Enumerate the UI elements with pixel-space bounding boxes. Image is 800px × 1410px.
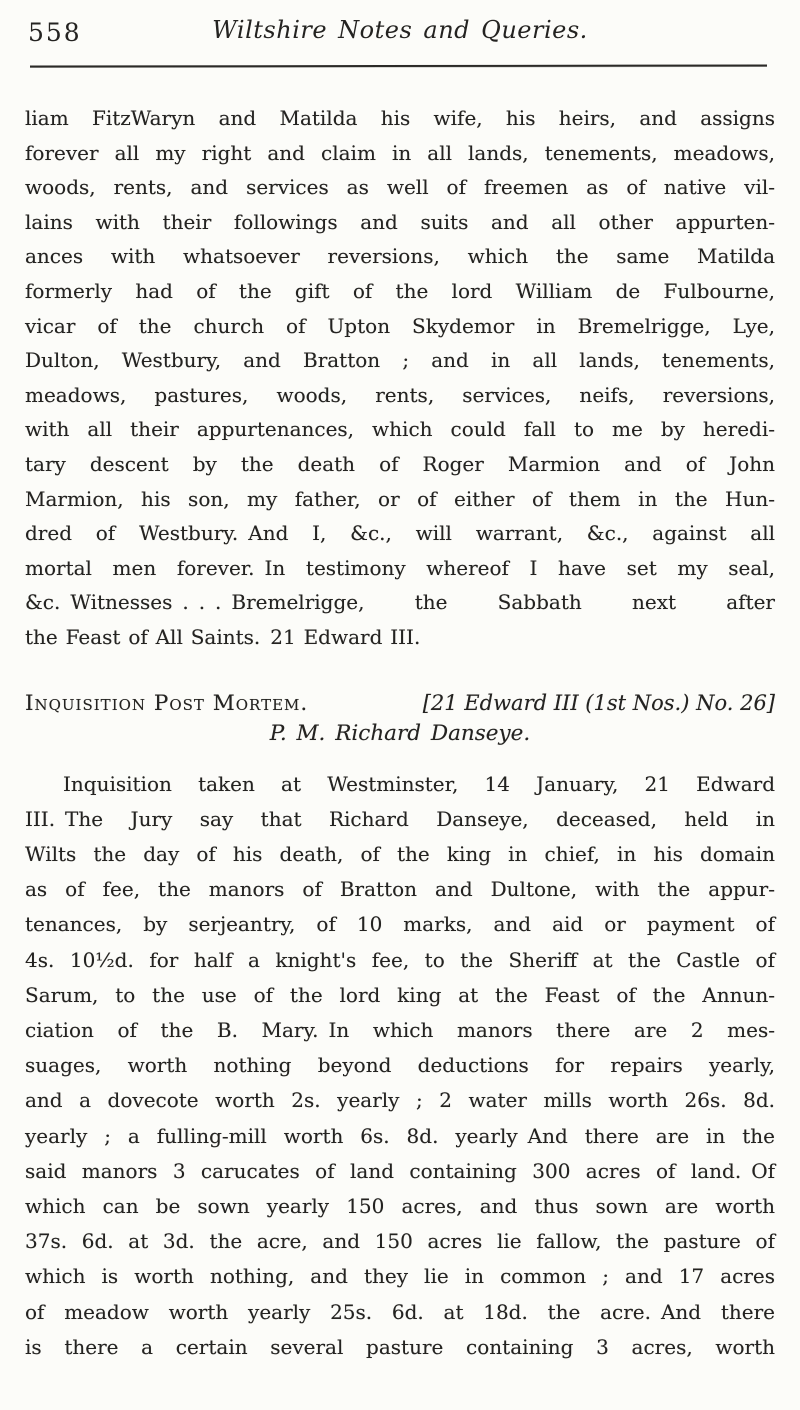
text-line: ances with whatsoever reversions, which the same Matilda bbox=[25, 244, 775, 269]
text-line: 37s. 6d. at 3d. the acre, and 150 acres lie fallow, the pasture of bbox=[25, 1229, 775, 1254]
running-title: Wiltshire Notes and Queries. bbox=[212, 16, 588, 44]
text-line: woods, rents, and services as well of freemen as of native vil- bbox=[25, 175, 775, 200]
page-body bbox=[25, 101, 775, 1365]
text-line: dred of Westbury. And I, &c., will warrant, &c., against all bbox=[25, 521, 775, 546]
text-line: Dulton, Westbury, and Bratton ; and in all lands, tenements, bbox=[25, 348, 775, 373]
text-line: forever all my right and claim in all lands, tenements, meadows, bbox=[25, 140, 775, 165]
text-line: as of fee, the manors of Bratton and Dultone, with the appur- bbox=[25, 877, 775, 902]
text-line: with all their appurtenances, which could fall to me by heredi- bbox=[25, 417, 775, 442]
text-line: ciation of the B. Mary. In which manors there are 2 mes- bbox=[25, 1017, 775, 1042]
text-line: Wilts the day of his death, of the king in chief, in his domain bbox=[25, 841, 775, 866]
text-line: and a dovecote worth 2s. yearly ; 2 water mills worth 26s. 8d. bbox=[25, 1088, 775, 1113]
header-rule bbox=[30, 64, 767, 67]
text-line: yearly ; a fulling-mill worth 6s. 8d. yearly And there are in the bbox=[25, 1123, 775, 1148]
text-line: III. The Jury say that Richard Danseye, deceased, held in bbox=[25, 806, 775, 831]
text-line: liam FitzWaryn and Matilda his wife, his heirs, and assigns bbox=[25, 106, 775, 130]
text-line: Marmion, his son, my father, or of either of them in the Hun- bbox=[25, 486, 775, 511]
text-line: &c. Witnesses . . . Bremelrigge, the Sabbath next after bbox=[25, 590, 775, 615]
paragraph-deed-text bbox=[25, 101, 775, 655]
text-line: is there a certain several pasture containing 3 acres, worth bbox=[25, 1334, 775, 1359]
text-line: Inquisition taken at Westminster, 14 January, 21 Edward bbox=[63, 771, 775, 796]
heading-reference: [21 Edward III (1st Nos.) No. 26] bbox=[422, 690, 775, 715]
text-line: mortal men forever. In testimony whereof I have set my seal, bbox=[25, 555, 775, 580]
heading-title: Inquisition Post Mortem. bbox=[25, 690, 309, 716]
running-header bbox=[25, 16, 775, 56]
heading-subtitle: P. M. Richard Danseye. bbox=[269, 720, 531, 746]
text-line: Sarum, to the use of the lord king at the Feast of the Annun- bbox=[25, 982, 775, 1007]
text-line: which is worth nothing, and they lie in common ; and 17 acres bbox=[25, 1264, 775, 1289]
text-line: formerly had of the gift of the lord William de Fulbourne, bbox=[25, 278, 775, 303]
text-line: 4s. 10½d. for half a knight's fee, to the Sheriff at the Castle of bbox=[25, 947, 775, 972]
paragraph-inquisition-text bbox=[25, 767, 775, 1365]
page-number: 558 bbox=[28, 18, 82, 47]
text-line: which can be sown yearly 150 acres, and thus sown are worth bbox=[25, 1193, 775, 1218]
text-line: tenances, by serjeantry, of 10 marks, and aid or payment of bbox=[25, 912, 775, 937]
text-line: tary descent by the death of Roger Marmion and of John bbox=[25, 451, 775, 476]
text-line: vicar of the church of Upton Skydemor in Bremelrigge, Lye, bbox=[25, 313, 775, 338]
text-line: the Feast of All Saints. 21 Edward III. bbox=[25, 624, 421, 649]
text-line: lains with their followings and suits and all other appurten- bbox=[25, 209, 775, 234]
text-line: suages, worth nothing beyond deductions for repairs yearly, bbox=[25, 1053, 775, 1078]
text-line: meadows, pastures, woods, rents, services, neifs, reversions, bbox=[25, 382, 775, 407]
text-line: of meadow worth yearly 25s. 6d. at 18d. the acre. And there bbox=[25, 1299, 775, 1324]
text-line: said manors 3 carucates of land containing 300 acres of land. Of bbox=[25, 1158, 775, 1183]
section-heading bbox=[25, 691, 775, 716]
